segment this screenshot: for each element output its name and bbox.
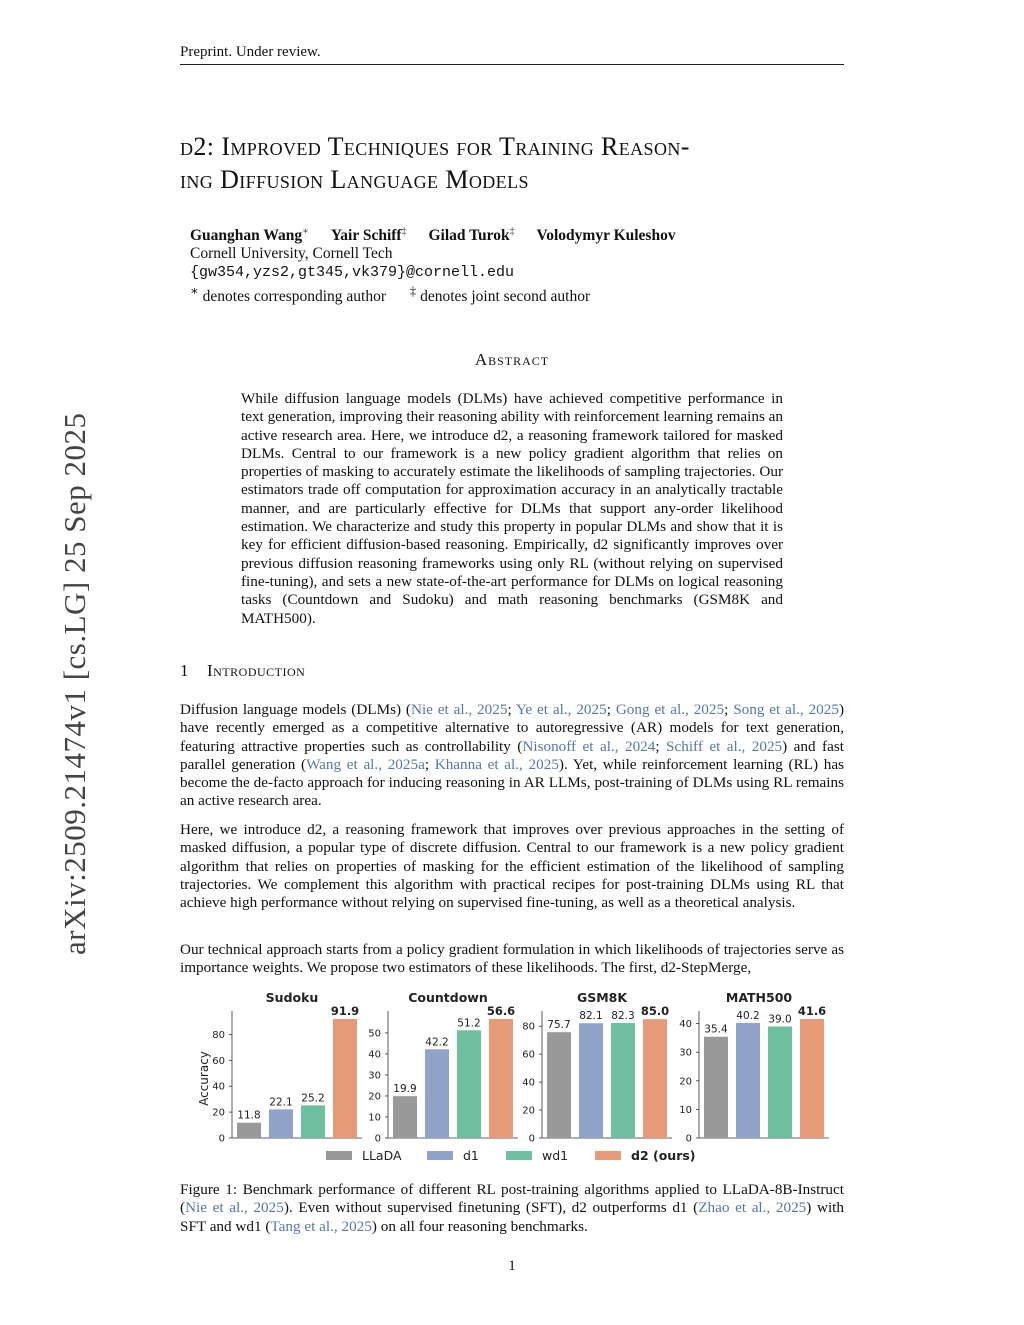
data-label: 19.9 [393, 1083, 417, 1096]
y-tick-label: 10 [679, 1104, 692, 1116]
panel-title: Countdown [408, 990, 488, 1005]
citation-link[interactable]: Ye et al., 2025 [515, 701, 607, 718]
citation-link[interactable]: Gong et al., 2025 [615, 701, 725, 718]
author-list [190, 226, 694, 245]
chart-panel [212, 990, 362, 1145]
title-line-1: d2: Improved Techniques for Training Reason- [180, 132, 690, 161]
bar [768, 1026, 792, 1138]
data-label: 39.0 [768, 1013, 792, 1026]
bar [425, 1049, 449, 1138]
bar [269, 1109, 293, 1138]
section-heading [180, 661, 305, 681]
affiliation: Cornell University, Cornell Tech [190, 245, 393, 262]
citation-link[interactable]: Nisonoff et al., 2024 [522, 737, 656, 755]
y-tick-label: 40 [522, 1077, 535, 1089]
citation-link[interactable]: Nie et al., 2025 [185, 1199, 284, 1217]
bar [736, 1023, 760, 1138]
y-tick-label: 0 [374, 1133, 381, 1145]
citation-link[interactable]: Schiff et al., 2025 [666, 737, 783, 755]
y-tick-label: 0 [218, 1133, 225, 1145]
joint-note: denotes joint second author [420, 288, 591, 306]
panel-title: GSM8K [576, 990, 628, 1005]
chart-panel [368, 990, 518, 1145]
data-label: 82.1 [579, 1010, 603, 1023]
data-label: 91.9 [330, 1004, 360, 1019]
data-label: 25.2 [301, 1092, 325, 1105]
bar [393, 1096, 417, 1138]
chart-panels [197, 990, 829, 1145]
y-tick-label: 60 [522, 1049, 535, 1061]
y-tick-label: 50 [368, 1028, 381, 1040]
y-tick-label: 30 [679, 1047, 692, 1059]
benchmark-figure [180, 985, 844, 1170]
legend-swatch [326, 1151, 352, 1160]
bar [301, 1105, 325, 1138]
legend-entry [506, 1148, 568, 1163]
page-number: 1 [508, 1258, 516, 1274]
author-mark: ∗ [302, 226, 309, 237]
data-label: 40.2 [736, 1010, 760, 1023]
legend-label: LLaDA [362, 1148, 402, 1163]
y-tick-label: 0 [528, 1133, 535, 1145]
y-tick-label: 30 [368, 1070, 381, 1082]
joint-mark: ‡ [409, 283, 417, 298]
y-tick-label: 20 [522, 1105, 535, 1117]
citation-link[interactable]: Song et al., 2025 [733, 701, 839, 718]
paper-title [180, 130, 850, 196]
bar [704, 1037, 728, 1138]
legend-swatch [595, 1151, 621, 1160]
y-tick-label: 10 [368, 1112, 381, 1124]
section-title: Introduction [207, 661, 306, 680]
email-addresses: {gw354,yzs2,gt345,vk379}@cornell.edu [190, 264, 515, 281]
title-line-2: ing Diffusion Language Models [180, 165, 529, 194]
author-name: Guanghan Wang∗ [190, 226, 309, 245]
data-label: 75.7 [547, 1019, 571, 1032]
data-label: 35.4 [704, 1023, 728, 1036]
y-axis-label: Accuracy [197, 1051, 211, 1106]
y-tick-label: 60 [212, 1055, 225, 1067]
bar [489, 1019, 513, 1138]
data-label: 56.6 [486, 1003, 516, 1018]
author-name: Gilad Turok‡ [428, 226, 515, 245]
y-tick-label: 0 [685, 1133, 692, 1145]
y-tick-label: 20 [368, 1091, 381, 1103]
bar [800, 1019, 824, 1138]
bar [457, 1030, 481, 1138]
author-name: Yair Schiff‡ [330, 226, 407, 245]
bar [643, 1019, 667, 1138]
bar [611, 1023, 635, 1138]
citation-link[interactable]: Nie et al., 2025 [410, 701, 508, 718]
data-label: 41.6 [797, 1004, 827, 1019]
legend-entry [595, 1148, 696, 1163]
panel-title: MATH500 [725, 990, 793, 1005]
chart-panel [679, 990, 829, 1145]
author-name: Volodymyr Kuleshov [536, 227, 676, 245]
abstract-text: While diffusion language models (DLMs) have achieved competitive performance in text generation, improving their reasoning ability with reinforcement learning remains an active research area. Here, we introduce d2, a reasoning framework tailored for masked DLMs. Central to our framework is a new policy gradient algorithm that relies on properties of masking to accurately estimate the likelihoods of sampling trajectories. Our estimators trade off computation for approximation accuracy in an analytically tractable manner, and are particularly effective for DLMs that support any-order likelihood estimation. We characterize and study this property in popular DLMs and show that it is key for efficient diffusion-based reasoning. Empirically, d2 significantly improves over previous diffusion reasoning frameworks using only RL (without relying on supervised fine-tuning), and sets a new state-of-the-art performance for DLMs on logical reasoning tasks (Countdown and Sudoku) and math reasoning benchmarks (GSM8K and MATH500). [241, 390, 783, 627]
citation-link[interactable]: Tang et al., 2025 [270, 1217, 372, 1235]
legend-label: wd1 [542, 1148, 569, 1163]
legend-label: d1 [463, 1148, 479, 1163]
corresponding-mark: ∗ [190, 283, 199, 298]
bar [237, 1123, 261, 1138]
data-label: 22.1 [269, 1096, 293, 1109]
citation-link[interactable]: Khanna et al., 2025 [434, 755, 559, 773]
data-label: 82.3 [611, 1009, 635, 1022]
figure-caption: Figure 1: Benchmark performance of different RL post-training algorithms applied to LLaDA-8B-Instruct (Nie et al., 2025). Even without supervised finetuning (SFT), d2 outperforms d1 (Zhao et al., 2025) with SFT and wd1 (Tang et al., 2025) on all four reasoning benchmarks. [180, 1181, 844, 1235]
y-tick-label: 40 [679, 1019, 692, 1031]
data-label: 51.2 [457, 1017, 481, 1030]
y-tick-label: 80 [212, 1029, 225, 1041]
running-header: Preprint. Under review. [180, 44, 844, 65]
intro-paragraph-2: Here, we introduce d2, a reasoning framework that improves over previous approaches in the setting of masked diffusion, a popular type of discrete diffusion. Central to our framework is a new policy gradient algorithm that relies on properties of masking for the efficient estimation of the likelihood of sampling trajectories. We complement this algorithm with practical recipes for post-training DLMs using RL that achieve high performance without relying on supervised fine-tuning, as well as a theoretical analysis. [180, 821, 844, 912]
y-tick-label: 20 [212, 1107, 225, 1119]
corresponding-note: denotes corresponding author [202, 288, 387, 306]
citation-link[interactable]: Zhao et al., 2025 [698, 1199, 807, 1217]
author-mark: ‡ [401, 226, 407, 237]
author-notes [190, 283, 590, 306]
citation-link[interactable]: Wang et al., 2025a [306, 755, 425, 773]
legend-swatch [506, 1151, 532, 1160]
y-tick-label: 40 [212, 1081, 225, 1093]
chart-legend [326, 1148, 696, 1163]
intro-paragraph-3: Our technical approach starts from a policy gradient formulation in which likelihoods of trajectories serve as importance weights. We propose two estimators of these likelihoods. The first, d2-StepMerge, [180, 941, 844, 977]
legend-entry [326, 1148, 402, 1163]
data-label: 11.8 [237, 1109, 261, 1122]
panel-title: Sudoku [265, 990, 319, 1005]
data-label: 85.0 [640, 1004, 670, 1019]
abstract-heading: Abstract [474, 350, 550, 369]
legend-label: d2 (ours) [631, 1148, 696, 1163]
chart-panel [522, 990, 672, 1145]
y-tick-label: 20 [679, 1076, 692, 1088]
bar [333, 1019, 357, 1138]
author-mark: ‡ [509, 226, 515, 237]
y-tick-label: 80 [522, 1021, 535, 1033]
arxiv-identifier: arXiv:2509.21474v1 [cs.LG] 25 Sep 2025 [57, 412, 92, 955]
legend-entry [427, 1148, 479, 1163]
bar [579, 1023, 603, 1138]
intro-paragraph-1: Diffusion language models (DLMs) (Nie et al., 2025; Ye et al., 2025; Gong et al., 2025; Song et al., 2025) have recently emerged as a competitive alternative to autoregressive (AR) models for text generation, featuring attractive properties such as controllability (Nisonoff et al., 2024; Schiff et al., 2025) and fast parallel generation (Wang et al., 2025a; Khanna et al., 2025). Yet, while reinforcement learning (RL) has become the de-facto approach for inducing reasoning in AR LLMs, post-training of DLMs using RL remains an active research area. [180, 701, 845, 810]
legend-swatch [427, 1151, 453, 1160]
section-number: 1 [180, 661, 189, 680]
y-tick-label: 40 [368, 1049, 381, 1061]
data-label: 42.2 [425, 1036, 449, 1049]
bar [547, 1032, 571, 1138]
